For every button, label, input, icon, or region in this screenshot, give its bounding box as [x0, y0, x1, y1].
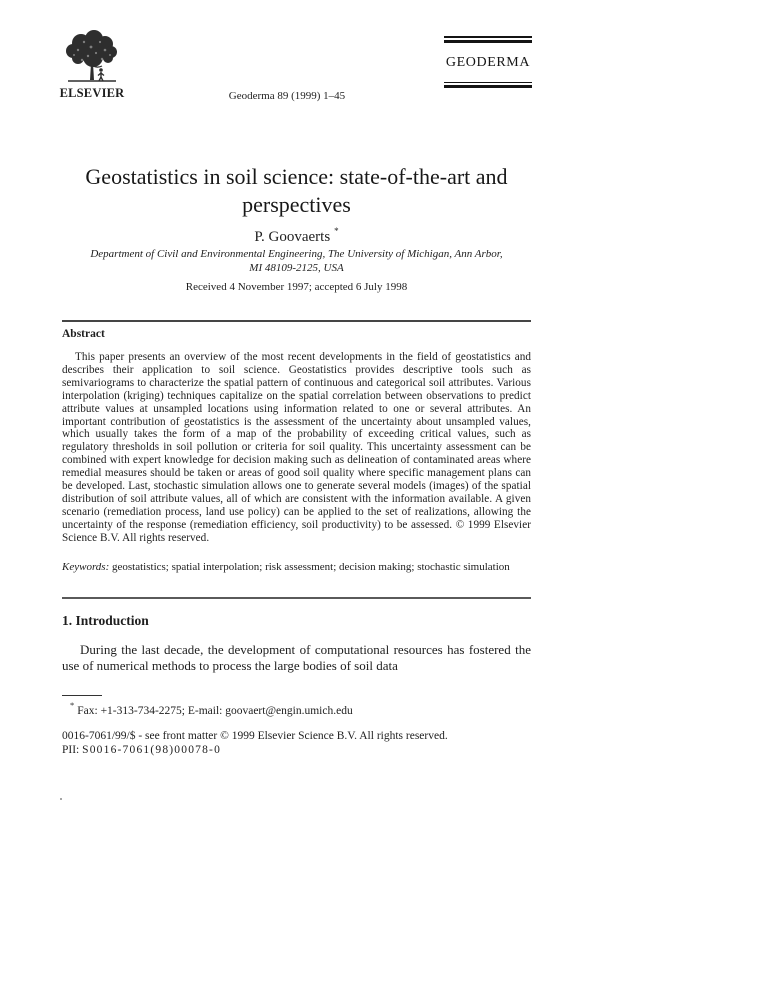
journal-masthead [444, 36, 532, 88]
masthead-rule-top-thin [444, 36, 532, 38]
author-footnote-marker: * [334, 226, 339, 236]
affiliation [62, 248, 531, 275]
abstract-heading: Abstract [62, 328, 105, 340]
author-name: P. Goovaerts [254, 229, 331, 245]
footnote-marker: * [70, 700, 75, 710]
abstract-top-rule [62, 320, 531, 322]
journal-name: GEODERMA [445, 54, 531, 70]
masthead-rule-bottom-thick [444, 85, 532, 88]
pii-line [62, 744, 582, 756]
footnote-text: Fax: +1-313-734-2275; E-mail: goovaert@engin.umich.edu [77, 704, 353, 717]
masthead-rule-bottom-thin [444, 82, 532, 84]
journal-citation: Geoderma 89 (1999) 1–45 [228, 90, 346, 102]
publisher-logo [59, 30, 125, 101]
footnote-rule [62, 695, 102, 696]
elsevier-tree-icon [60, 30, 124, 86]
copyright-line: 0016-7061/99/$ - see front matter © 1999 Elsevier Science B.V. All rights reserved. [62, 730, 448, 742]
masthead-rule-top-thick [444, 40, 532, 43]
keywords-bottom-rule [62, 597, 531, 599]
pii-code: S0016-7061(98)00078-0 [82, 744, 222, 756]
affiliation-line-1: Department of Civil and Environmental Engineering, The University of Michigan, Ann Arbor, [90, 248, 503, 260]
pii-label: PII: [62, 744, 83, 756]
keywords-label: Keywords: [62, 561, 110, 573]
article-title-line-1: Geostatistics in soil science: state-of-the-art and [85, 164, 508, 189]
publisher-name: ELSEVIER [59, 86, 125, 100]
introduction-heading: 1. Introduction [62, 613, 149, 628]
author-line [62, 227, 531, 246]
abstract-text: This paper presents an overview of the most recent developments in the field of geostatistics and describes their application to soil science. Geostatistics provides descriptive tools such as semivariograms to characterize the spatial pattern of continuous and categorical soil attributes. Various interpolation (kriging) techniques capitalize on the spatial correlation between observations to predict attribute values at unsampled locations using information related to one or several attributes. An important contribution of geostatistics is the assessment of the uncertainty about unsampled values, which usually takes the form of a map of the probability of exceeding critical values, such as regulatory thresholds in soil pollution or criteria for soil quality. This uncertainty assessment can be combined with expert knowledge for decision making such as delineation of contaminated areas where remedial measures should be taken or areas of good soil quality where specific management plans can be developed. Last, stochastic simulation allows one to generate several models (images) of the spatial distribution of soil attribute values, all of which are consistent with the information available. A given scenario (remediation process, land use policy) can be applied to the set of realizations, allowing the uncertainty of the response (remediation efficiency, soil productivity) to be assessed. © 1999 Elsevier Science B.V. All rights reserved. [62, 351, 531, 544]
article-title [62, 163, 531, 219]
affiliation-line-2: MI 48109-2125, USA [249, 261, 344, 274]
keywords-block [62, 561, 531, 575]
introduction-text: During the last decade, the development of computational resources has fostered the use of numerical methods to process the large bodies of soil data [62, 642, 531, 673]
scan-artifact-dot [60, 798, 62, 800]
received-dates: Received 4 November 1997; accepted 6 July 1998 [185, 281, 408, 293]
article-title-line-2: perspectives [242, 192, 351, 217]
footnote [62, 701, 531, 717]
keywords-text: geostatistics; spatial interpolation; risk assessment; decision making; stochastic simulation [109, 561, 510, 573]
